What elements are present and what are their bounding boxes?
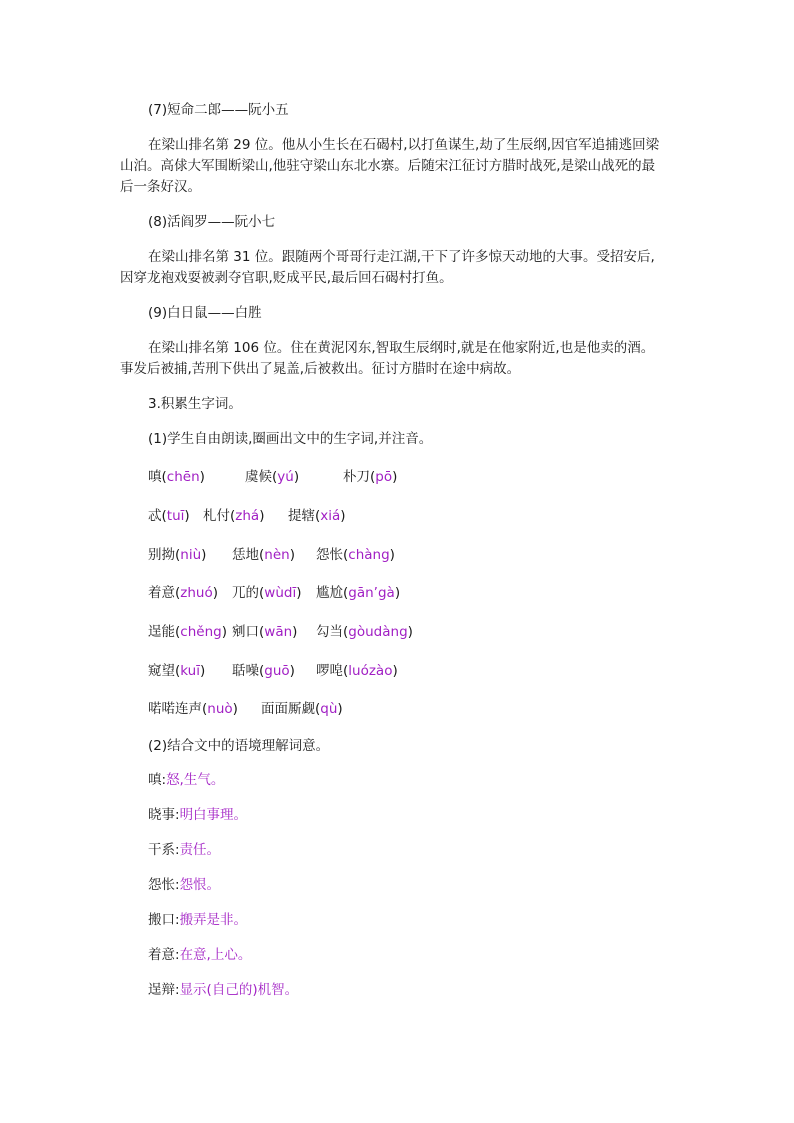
vocab-word: 忒 (148, 508, 162, 524)
vocab-word: 面面厮觑 (261, 701, 315, 717)
vocab-word: 札付 (203, 508, 230, 524)
vocab-item: 兀的(wùdī) (232, 585, 302, 601)
vocab-item: 怨怅(chàng) (316, 547, 395, 563)
vocab-word: 尴尬 (316, 585, 343, 601)
section-7-line-1: 在梁山排名第 29 位。他从小生长在石碣村,以打鱼谋生,劫了生辰纲,因官军追捕逃回梁 (148, 137, 660, 153)
meaning-definition: 搬弄是非。 (179, 912, 248, 928)
vocab-word: 勾当 (316, 624, 343, 640)
vocab-word: 剜口 (232, 624, 259, 640)
section-3-title: 3.积累生字词。 (148, 396, 242, 412)
vocab-word: 怨怅 (316, 547, 343, 563)
vocab-pinyin: xiá (320, 508, 341, 524)
meaning-item (148, 945, 251, 965)
vocab-item: 虞候(yú) (245, 469, 300, 485)
vocab-pinyin: wùdī (264, 585, 297, 601)
section-7-title: (7)短命二郎——阮小五 (148, 102, 289, 118)
vocab-item: 剜口(wān) (232, 624, 298, 640)
meaning-definition: 责任。 (179, 842, 221, 858)
meaning-item (148, 840, 220, 860)
meaning-item (148, 805, 247, 825)
vocab-pinyin: pō (375, 469, 393, 485)
meaning-definition: 在意,上心。 (179, 947, 252, 963)
vocab-pinyin: nuò (207, 701, 233, 717)
question-1-title: (1)学生自由朗读,圈画出文中的生字词,并注音。 (148, 431, 433, 447)
vocab-pinyin: chēn (166, 469, 200, 485)
vocab-pinyin: luózào (348, 663, 393, 679)
meaning-term: 嗔: (148, 772, 167, 788)
vocab-pinyin: niù (180, 547, 202, 563)
vocab-pinyin: kuī (180, 663, 200, 679)
vocab-word: 虞候 (245, 469, 272, 485)
vocab-item: 提辖(xiá) (288, 508, 346, 524)
vocab-item: 朴刀(pō) (343, 469, 398, 485)
vocab-pinyin: tuī (166, 508, 185, 524)
vocab-item: 恁地(nèn) (232, 547, 295, 563)
vocab-item: 喏喏连声(nuò) (148, 701, 238, 717)
vocab-word: 窥望 (148, 663, 175, 679)
vocab-item: 嗔(chēn) (148, 469, 205, 485)
meaning-term: 晓事: (148, 807, 180, 823)
vocab-word: 兀的 (232, 585, 259, 601)
section-9-line-2: 事发后被捕,苦刑下供出了晁盖,后被救出。征讨方腊时在途中病故。 (120, 361, 521, 377)
meaning-term: 逞辩: (148, 982, 180, 998)
section-8-title: (8)活阎罗——阮小七 (148, 214, 276, 230)
meaning-term: 怨怅: (148, 877, 180, 893)
vocab-pinyin: chàng (348, 547, 390, 563)
section-7-line-3: 后一条好汉。 (120, 179, 201, 195)
vocab-pinyin: gòudàng (348, 624, 408, 640)
question-2-title: (2)结合文中的语境理解词意。 (148, 738, 330, 754)
vocab-pinyin: guō (264, 663, 290, 679)
vocab-item: 别拗(niù) (148, 547, 207, 563)
vocab-item: 尴尬(gān’gà) (316, 585, 401, 601)
vocab-pinyin: chěng (180, 624, 222, 640)
vocab-word: 提辖 (288, 508, 315, 524)
meaning-definition: 怨恨。 (179, 877, 221, 893)
meaning-item (148, 770, 224, 790)
meaning-item (148, 875, 220, 895)
vocab-item: 着意(zhuó) (148, 585, 219, 601)
vocab-pinyin: gān’gà (348, 585, 395, 601)
vocab-word: 聒噪 (232, 663, 259, 679)
meaning-item (148, 980, 298, 1000)
vocab-item: 逞能(chěng) (148, 624, 227, 640)
meaning-item (148, 910, 247, 930)
vocab-word: 别拗 (148, 547, 175, 563)
meaning-term: 干系: (148, 842, 180, 858)
meaning-definition: 明白事理。 (179, 807, 248, 823)
vocab-pinyin: zhá (235, 508, 260, 524)
vocab-word: 喏喏连声 (148, 701, 202, 717)
vocab-item: 札付(zhá) (203, 508, 265, 524)
section-8-line-1: 在梁山排名第 31 位。跟随两个哥哥行走江湖,干下了许多惊天动地的大事。受招安后, (148, 249, 655, 265)
vocab-item: 面面厮觑(qù) (261, 701, 343, 717)
section-9-line-1: 在梁山排名第 106 位。住在黄泥冈东,智取生辰纲时,就是在他家附近,也是他卖的酒。 (148, 340, 655, 356)
meaning-definition: 怒,生气。 (166, 772, 225, 788)
vocab-word: 朴刀 (343, 469, 370, 485)
vocab-word: 着意 (148, 585, 175, 601)
meaning-term: 着意: (148, 947, 180, 963)
section-9-title: (9)白日鼠——白胜 (148, 305, 262, 321)
vocab-pinyin: zhuó (180, 585, 213, 601)
vocab-item: 聒噪(guō) (232, 663, 295, 679)
meaning-term: 搬口: (148, 912, 180, 928)
vocab-word: 啰唣 (316, 663, 343, 679)
vocab-pinyin: yú (277, 469, 294, 485)
vocab-word: 嗔 (148, 469, 162, 485)
vocab-item: 啰唣(luózào) (316, 663, 398, 679)
vocab-word: 恁地 (232, 547, 259, 563)
vocab-item: 窥望(kuī) (148, 663, 206, 679)
vocab-word: 逞能 (148, 624, 175, 640)
section-8-line-2: 因穿龙袍戏耍被剥夺官职,贬成平民,最后回石碣村打鱼。 (120, 270, 453, 286)
meaning-definition: 显示(自己的)机智。 (179, 982, 299, 998)
section-7-line-2: 山泊。高俅大军围断梁山,他驻守梁山东北水寨。后随宋江征讨方腊时战死,是梁山战死的最 (120, 158, 656, 174)
vocab-pinyin: qù (320, 701, 338, 717)
vocab-item: 勾当(gòudàng) (316, 624, 413, 640)
vocab-pinyin: nèn (264, 547, 290, 563)
vocab-item: 忒(tuī) (148, 508, 190, 524)
vocab-pinyin: wān (264, 624, 293, 640)
